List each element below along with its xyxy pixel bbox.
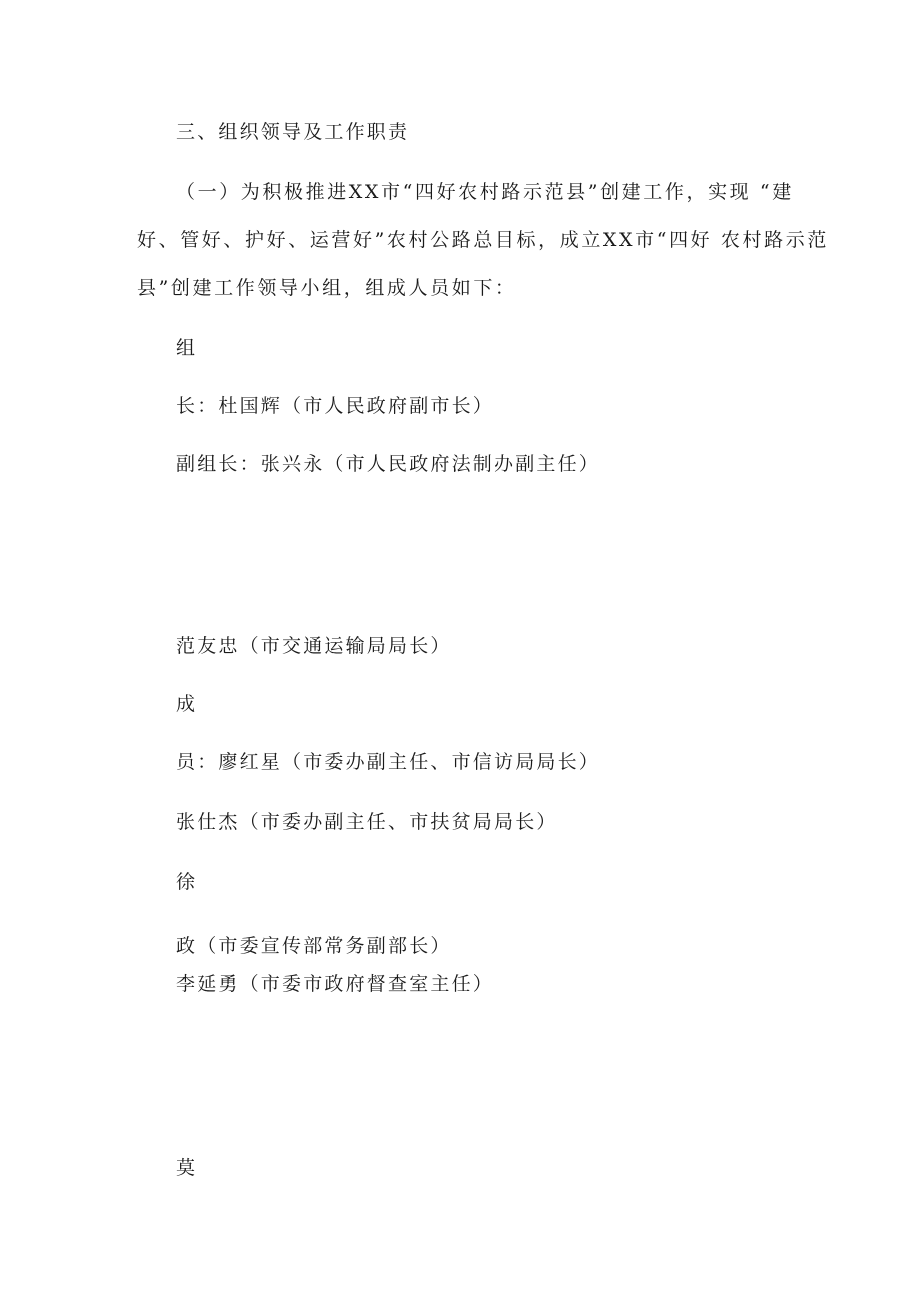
member-liao: 员：廖红星（市委办副主任、市信访局局长）	[176, 751, 601, 773]
member-li: 李延勇（市委市政府督查室主任）	[176, 973, 495, 995]
member-label-mo: 莫	[176, 1157, 198, 1179]
member-group-leader: 长：杜国辉（市人民政府副市长）	[176, 395, 495, 417]
paragraph-line-2: 好、管好、护好、运营好”农村公路总目标，成立XX市“四好 农村路示范	[137, 229, 829, 251]
member-zhang: 张仕杰（市委办副主任、市扶贫局局长）	[176, 811, 558, 833]
member-label-cheng: 成	[176, 693, 198, 715]
member-xu-zheng: 政（市委宣传部常务副部长）	[176, 935, 452, 957]
member-fan: 范友忠（市交通运输局局长）	[176, 635, 452, 657]
paragraph-line-3: 县”创建工作领导小组，组成人员如下：	[137, 277, 517, 299]
member-label-zu: 组	[176, 337, 198, 359]
section-heading: 三、组织领导及工作职责	[176, 121, 410, 143]
member-deputy-leader: 副组长：张兴永（市人民政府法制办副主任）	[176, 453, 601, 475]
member-label-xu: 徐	[176, 871, 198, 893]
paragraph-line-1: （一）为积极推进XX市“四好农村路示范县”创建工作，实现 “建	[176, 181, 794, 203]
